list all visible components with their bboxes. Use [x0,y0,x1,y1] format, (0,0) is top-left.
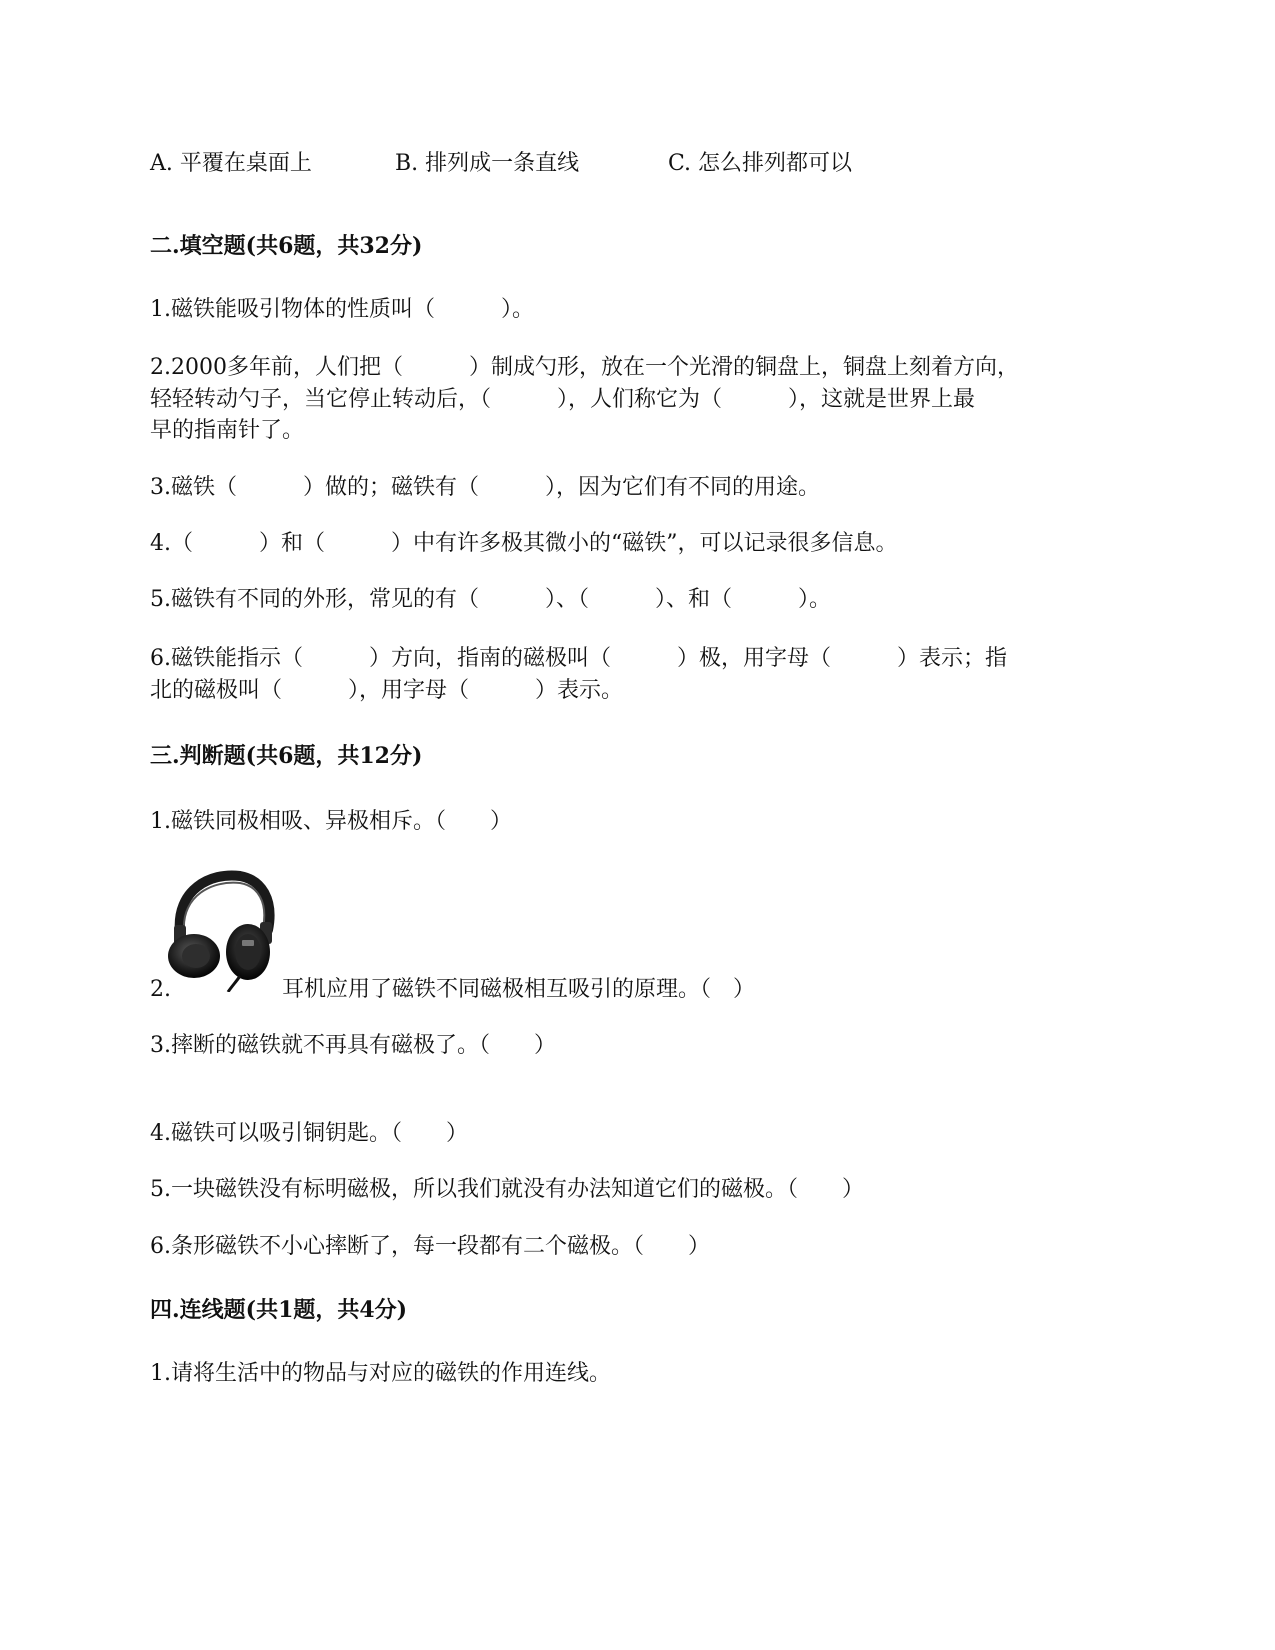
section2-question-4: 4.（ ）和（ ）中有许多极其微小的“磁铁”，可以记录很多信息。 [150,531,898,556]
section2-title: 二.填空题(共6题，共32分) [150,233,423,259]
section3-question-1: 1.磁铁同极相吸、异极相斥。（ ） [150,809,512,834]
section3-question-4: 4.磁铁可以吸引铜钥匙。（ ） [150,1121,468,1146]
section2-question-5: 5.磁铁有不同的外形，常见的有（ ）、（ ）、和（ ）。 [150,587,831,612]
section2-question-3: 3.磁铁（ ）做的；磁铁有（ ），因为它们有不同的用途。 [150,475,820,500]
option-b: B. 排列成一条直线 [395,151,580,176]
section2-question-2-line2: 轻轻转动勺子，当它停止转动后，（ ），人们称它为（ ），这就是世界上最 [150,387,976,412]
section3-question-6: 6.条形磁铁不小心摔断了，每一段都有二个磁极。（ ） [150,1234,710,1259]
section2-question-6-line2: 北的磁极叫（ ），用字母（ ）表示。 [150,678,624,703]
section3-question-3: 3.摔断的磁铁就不再具有磁极了。（ ） [150,1033,556,1058]
section4-title: 四.连线题(共1题，共4分) [150,1297,408,1323]
section3-question-2-number: 2. [150,977,171,1002]
section2-question-6-line1: 6.磁铁能指示（ ）方向，指南的磁极叫（ ）极，用字母（ ）表示；指 [150,646,1007,671]
section2-question-2-line1: 2.2000多年前，人们把（ ）制成勺形，放在一个光滑的铜盘上，铜盘上刻着方向， [150,355,1019,380]
section4-question-1: 1.请将生活中的物品与对应的磁铁的作用连线。 [150,1361,611,1386]
section2-question-2-line3: 早的指南针了。 [150,418,305,443]
option-c: C. 怎么排列都可以 [668,151,853,176]
headphones-icon [162,870,280,992]
section3-question-2-text: 耳机应用了磁铁不同磁极相互吸引的原理。（ ） [282,977,756,1002]
section2-question-1: 1.磁铁能吸引物体的性质叫（ ）。 [150,297,534,322]
section3-title: 三.判断题(共6题，共12分) [150,743,423,769]
option-a: A. 平覆在桌面上 [150,151,312,176]
section3-question-5: 5.一块磁铁没有标明磁极，所以我们就没有办法知道它们的磁极。（ ） [150,1177,864,1202]
